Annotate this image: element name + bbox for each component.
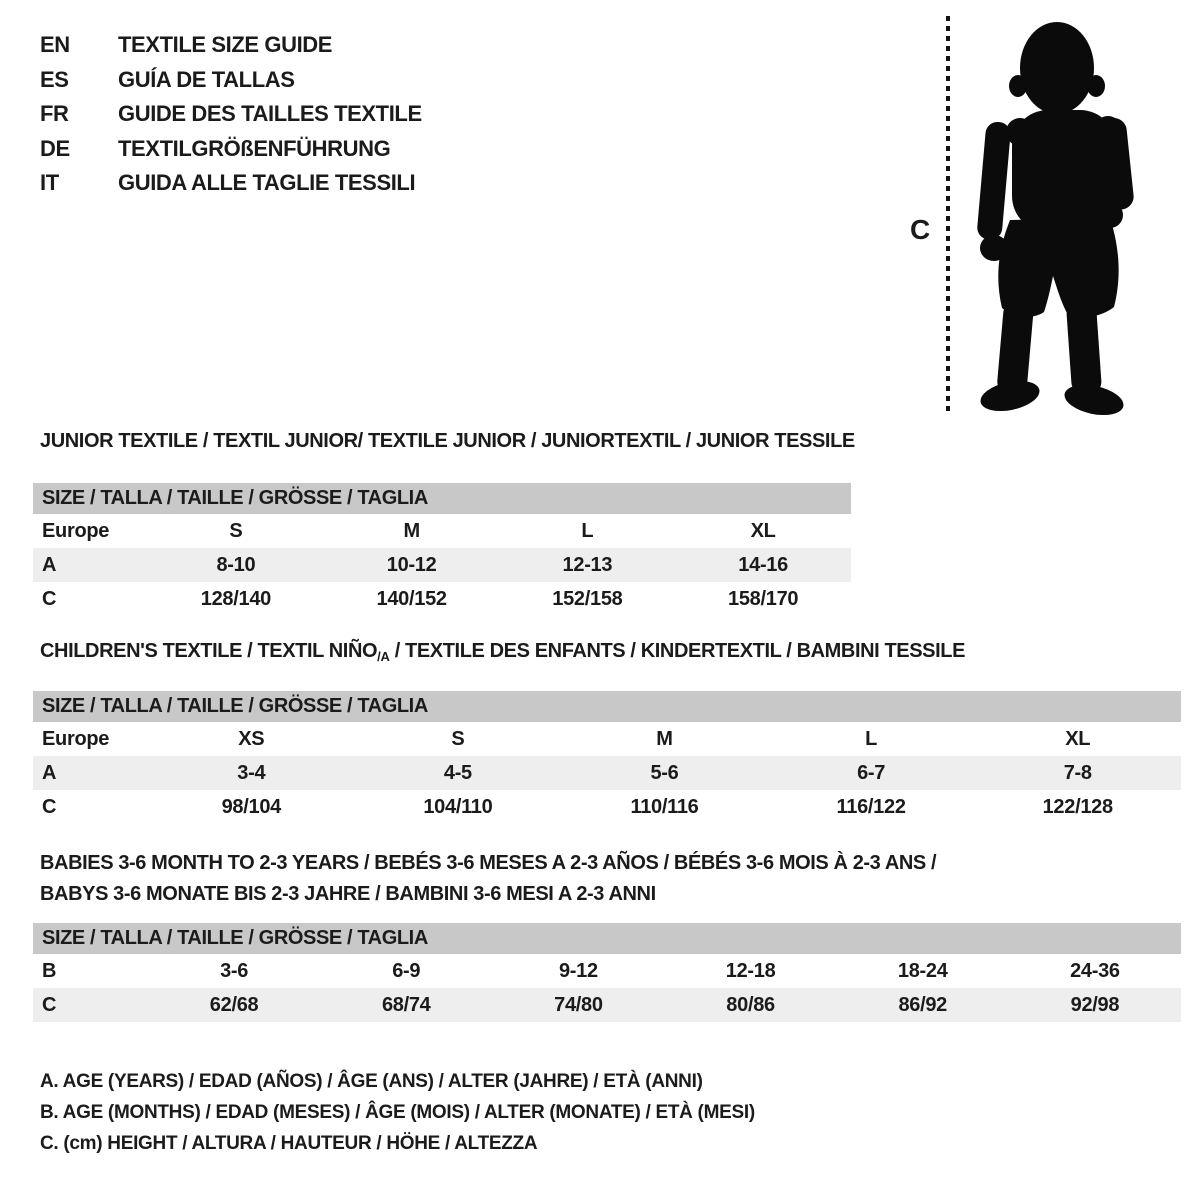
- language-label: GUIDE DES TAILLES TEXTILE: [118, 101, 422, 127]
- junior-table: [33, 483, 851, 616]
- language-label: GUÍA DE TALLAS: [118, 66, 295, 92]
- babies-table-header: SIZE / TALLA / TAILLE / GRÖSSE / TAGLIA: [33, 923, 1181, 954]
- table-cell: 62/68: [209, 993, 259, 1016]
- height-measure-label: C: [910, 214, 930, 245]
- table-cell: 104/110: [423, 795, 493, 818]
- language-code: FR: [40, 101, 69, 127]
- children-title-post: / TEXTILE DES ENFANTS / KINDERTEXTIL / BAMBINI TESSILE: [389, 640, 966, 662]
- table-cell: S: [451, 727, 465, 750]
- table-cell: 24-36: [1070, 959, 1120, 982]
- row-label: B: [42, 959, 57, 982]
- table-cell: 14-16: [738, 553, 788, 576]
- row-label: Europe: [42, 519, 110, 542]
- table-cell: 6-9: [392, 959, 421, 982]
- table-cell: L: [581, 519, 594, 542]
- row-label: C: [42, 795, 57, 818]
- table-cell: 92/98: [1070, 993, 1120, 1016]
- junior-table-row-height: [33, 582, 851, 616]
- babies-title-line2: BABYS 3-6 MONATE BIS 2-3 JAHRE / BAMBINI 3-6 MESI A 2-3 ANNI: [40, 883, 656, 905]
- row-label: A: [42, 553, 57, 576]
- height-dashed-line: [946, 16, 950, 416]
- language-code: ES: [40, 66, 69, 92]
- language-code: DE: [40, 135, 70, 161]
- babies-section-title: [40, 848, 936, 910]
- junior-table-header: SIZE / TALLA / TAILLE / GRÖSSE / TAGLIA: [33, 483, 851, 514]
- language-code: EN: [40, 32, 70, 58]
- table-cell: 80/86: [726, 993, 775, 1016]
- children-title-pre: CHILDREN'S TEXTILE / TEXTIL NIÑO: [40, 640, 378, 662]
- language-label: TEXTILGRÖßENFÜHRUNG: [118, 135, 391, 161]
- table-cell: 86/92: [898, 993, 948, 1016]
- table-cell: 98/104: [221, 795, 281, 818]
- table-cell: 110/116: [630, 795, 699, 818]
- children-section-title: [40, 640, 965, 664]
- children-table-row-europe: [33, 722, 1181, 756]
- language-label: GUIDA ALLE TAGLIE TESSILI: [118, 170, 416, 196]
- junior-section-title: JUNIOR TEXTILE / TEXTIL JUNIOR/ TEXTILE JUNIOR / JUNIORTEXTIL / JUNIOR TESSILE: [40, 430, 855, 452]
- legend-line-a: A. AGE (YEARS) / EDAD (AÑOS) / ÂGE (ANS) / ALTER (JAHRE) / ETÀ (ANNI): [40, 1071, 703, 1092]
- junior-table-row-europe: [33, 514, 851, 548]
- language-row: [40, 132, 422, 167]
- language-row: [40, 28, 422, 63]
- junior-table-row-age: [33, 548, 851, 582]
- table-cell: 140/152: [376, 587, 447, 610]
- language-list: [40, 28, 422, 201]
- table-cell: 6-7: [857, 761, 886, 784]
- row-label: C: [42, 993, 57, 1016]
- children-title-subscript: /A: [377, 649, 390, 664]
- babies-table: [33, 923, 1181, 1022]
- table-cell: 116/122: [836, 795, 906, 818]
- children-table-row-age: [33, 756, 1181, 790]
- table-cell: XS: [238, 727, 265, 750]
- table-cell: 68/74: [381, 993, 431, 1016]
- table-cell: 10-12: [386, 553, 437, 576]
- table-cell: 8-10: [216, 553, 256, 576]
- legend-line-b: B. AGE (MONTHS) / EDAD (MESES) / ÂGE (MOIS) / ALTER (MONATE) / ETÀ (MESI): [40, 1102, 755, 1123]
- table-cell: 18-24: [897, 959, 948, 982]
- babies-title-line1: BABIES 3-6 MONTH TO 2-3 YEARS / BEBÉS 3-6 MESES A 2-3 AÑOS / BÉBÉS 3-6 MOIS À 2-3 ANS /: [40, 852, 937, 874]
- table-cell: 74/80: [554, 993, 603, 1016]
- babies-table-row-height: [33, 988, 1181, 1022]
- row-label: C: [42, 587, 57, 610]
- table-cell: XL: [1065, 727, 1091, 750]
- table-cell: 12-13: [562, 553, 613, 576]
- children-table-header: SIZE / TALLA / TAILLE / GRÖSSE / TAGLIA: [33, 691, 1181, 722]
- table-cell: 9-12: [558, 959, 598, 982]
- babies-table-row-months: [33, 954, 1181, 988]
- table-cell: XL: [750, 519, 776, 542]
- language-label: TEXTILE SIZE GUIDE: [118, 32, 333, 58]
- row-label: A: [42, 761, 57, 784]
- table-cell: 4-5: [443, 761, 472, 784]
- toddler-silhouette-icon: [962, 12, 1142, 417]
- language-row: [40, 166, 422, 201]
- table-cell: S: [229, 519, 243, 542]
- table-cell: 3-6: [220, 959, 249, 982]
- row-label: Europe: [42, 727, 110, 750]
- table-cell: 12-18: [725, 959, 776, 982]
- children-table: [33, 691, 1181, 824]
- table-cell: M: [403, 519, 420, 542]
- language-row: [40, 97, 422, 132]
- table-cell: 3-4: [237, 761, 266, 784]
- language-code: IT: [40, 170, 59, 196]
- legend-line-c: C. (cm) HEIGHT / ALTURA / HAUTEUR / HÖHE / ALTEZZA: [40, 1133, 538, 1154]
- table-cell: M: [656, 727, 673, 750]
- table-cell: 7-8: [1063, 761, 1092, 784]
- table-cell: L: [865, 727, 878, 750]
- table-cell: 128/140: [200, 587, 271, 610]
- table-cell: 158/170: [728, 587, 799, 610]
- children-table-row-height: [33, 790, 1181, 824]
- language-row: [40, 63, 422, 98]
- table-cell: 152/158: [552, 587, 623, 610]
- table-cell: 5-6: [650, 761, 679, 784]
- table-cell: 122/128: [1042, 795, 1113, 818]
- legend: [40, 1066, 755, 1159]
